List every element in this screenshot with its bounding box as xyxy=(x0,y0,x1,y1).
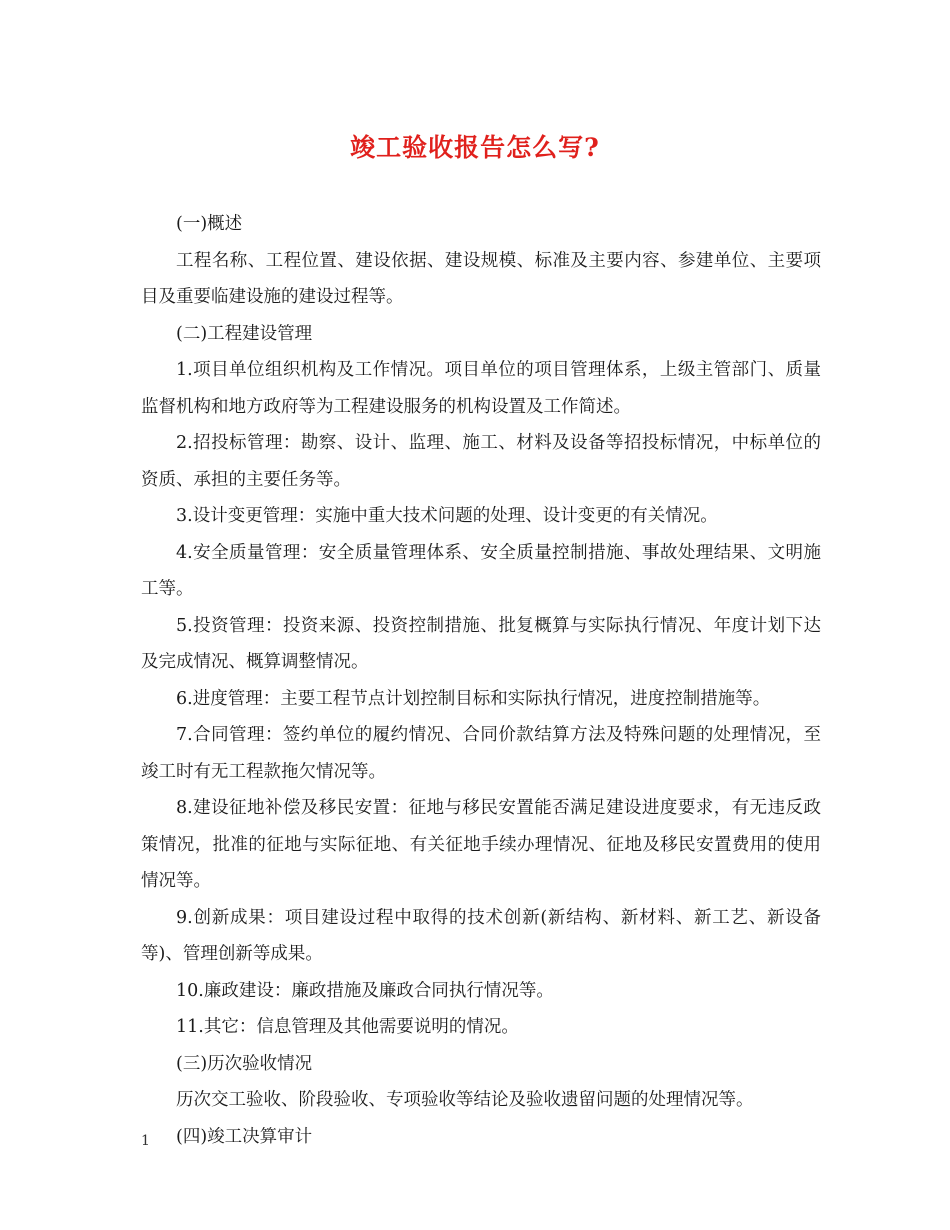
paragraph-management-heading: (二)工程建设管理 xyxy=(176,323,313,344)
paragraph-item-8: 8.建设征地补偿及移民安置：征地与移民安置能否满足建设进度要求，有无违反政策情况，批准的征地与实际征地、有关征地手续办理情况、征地及移民安置费用的使用情况等。 xyxy=(141,798,821,891)
paragraph-acceptance-text: 历次交工验收、阶段验收、专项验收等结论及验收遗留问题的处理情况等。 xyxy=(176,1090,754,1110)
paragraph-item-6: 6.进度管理：主要工程节点计划控制目标和实际执行情况，进度控制措施等。 xyxy=(176,688,771,709)
paragraph-audit-heading: (四)竣工决算审计 xyxy=(176,1126,313,1147)
document-body xyxy=(141,206,821,1155)
paragraph-item-2: 2.招投标管理：勘察、设计、监理、施工、材料及设备等招投标情况，中标单位的资质、承担的主要任务等。 xyxy=(141,433,821,490)
paragraph-overview-heading: (一)概述 xyxy=(176,214,243,234)
document-title: 竣工验收报告怎么写? xyxy=(350,133,600,162)
paragraph-item-9: 9.创新成果：项目建设过程中取得的技术创新(新结构、新材料、新工艺、新设备等)、管理创新等成果。 xyxy=(141,907,821,964)
page-number: 1 xyxy=(141,1133,150,1149)
paragraph-item-1: 1.项目单位组织机构及工作情况。项目单位的项目管理体系，上级主管部门、质量监督机构和地方政府等为工程建设服务的机构设置及工作简述。 xyxy=(141,360,821,417)
paragraph-item-4: 4.安全质量管理：安全质量管理体系、安全质量控制措施、事故处理结果、文明施工等。 xyxy=(141,542,821,599)
paragraph-item-10: 10.廉政建设：廉政措施及廉政合同执行情况等。 xyxy=(176,980,554,1001)
paragraph-item-3: 3.设计变更管理：实施中重大技术问题的处理、设计变更的有关情况。 xyxy=(176,506,718,526)
paragraph-item-11: 11.其它：信息管理及其他需要说明的情况。 xyxy=(176,1017,519,1037)
paragraph-item-5: 5.投资管理：投资来源、投资控制措施、批复概算与实际执行情况、年度计划下达及完成情况、概算调整情况。 xyxy=(141,615,821,672)
paragraph-acceptance-heading: (三)历次验收情况 xyxy=(176,1053,313,1074)
paragraph-item-7: 7.合同管理：签约单位的履约情况、合同价款结算方法及特殊问题的处理情况，至竣工时有无工程款拖欠情况等。 xyxy=(141,725,821,782)
paragraph-overview-text: 工程名称、工程位置、建设依据、建设规模、标准及主要内容、参建单位、主要项目及重要临建设施的建设过程等。 xyxy=(141,250,821,307)
